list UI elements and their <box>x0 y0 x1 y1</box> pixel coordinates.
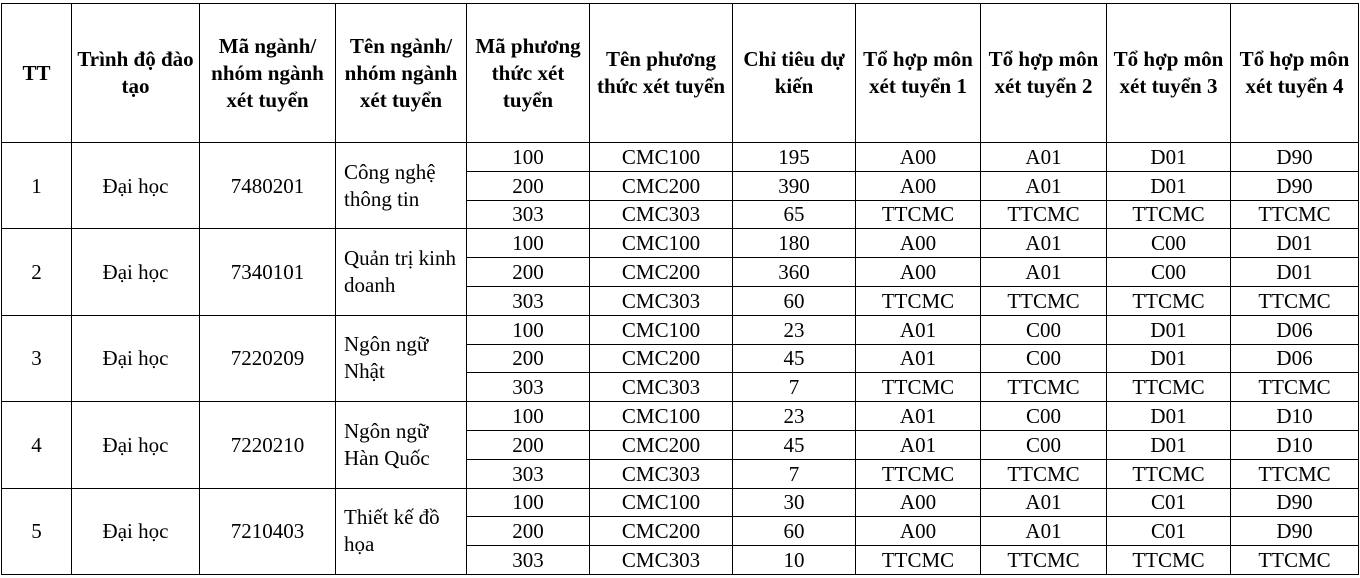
method-name-cell: CMC303 <box>590 546 733 575</box>
combination-4-cell: D10 <box>1231 430 1359 459</box>
combination-4-cell: D90 <box>1231 171 1359 200</box>
quota-cell: 360 <box>733 258 856 287</box>
combination-3-cell: TTCMC <box>1107 546 1231 575</box>
program-level-cell: Đại học <box>72 488 200 574</box>
table-row <box>2 143 1359 172</box>
combination-3-cell: D01 <box>1107 315 1231 344</box>
program-code-cell: 7220210 <box>200 402 336 488</box>
program-name-cell: Ngôn ngữ Nhật <box>336 315 467 401</box>
table-row <box>2 315 1359 344</box>
combination-2-cell: C00 <box>981 430 1107 459</box>
quota-cell: 10 <box>733 546 856 575</box>
method-code-cell: 100 <box>467 315 590 344</box>
combination-3-cell: TTCMC <box>1107 373 1231 402</box>
combination-1-cell: A00 <box>856 143 981 172</box>
column-header: Tổ hợp môn xét tuyển 1 <box>856 4 981 143</box>
method-name-cell: CMC200 <box>590 430 733 459</box>
column-header: Chỉ tiêu dự kiến <box>733 4 856 143</box>
program-code-cell: 7340101 <box>200 229 336 315</box>
column-header: TT <box>2 4 72 143</box>
program-code-cell: 7210403 <box>200 488 336 574</box>
combination-3-cell: D01 <box>1107 430 1231 459</box>
combination-3-cell: C00 <box>1107 229 1231 258</box>
header-row <box>2 4 1359 143</box>
combination-4-cell: TTCMC <box>1231 286 1359 315</box>
combination-3-cell: TTCMC <box>1107 459 1231 488</box>
method-code-cell: 200 <box>467 430 590 459</box>
quota-cell: 195 <box>733 143 856 172</box>
combination-2-cell: TTCMC <box>981 459 1107 488</box>
combination-3-cell: C00 <box>1107 258 1231 287</box>
quota-cell: 65 <box>733 200 856 229</box>
combination-2-cell: A01 <box>981 488 1107 517</box>
combination-4-cell: TTCMC <box>1231 546 1359 575</box>
combination-2-cell: A01 <box>981 171 1107 200</box>
method-name-cell: CMC100 <box>590 143 733 172</box>
quota-cell: 60 <box>733 517 856 546</box>
combination-2-cell: TTCMC <box>981 546 1107 575</box>
quota-cell: 45 <box>733 344 856 373</box>
combination-3-cell: C01 <box>1107 517 1231 546</box>
combination-1-cell: A00 <box>856 171 981 200</box>
table-row <box>2 229 1359 258</box>
method-name-cell: CMC200 <box>590 171 733 200</box>
method-name-cell: CMC200 <box>590 344 733 373</box>
combination-1-cell: A00 <box>856 229 981 258</box>
program-name-cell: Thiết kế đồ họa <box>336 488 467 574</box>
quota-cell: 7 <box>733 373 856 402</box>
combination-4-cell: D10 <box>1231 402 1359 431</box>
method-code-cell: 100 <box>467 402 590 431</box>
combination-3-cell: D01 <box>1107 402 1231 431</box>
combination-4-cell: TTCMC <box>1231 459 1359 488</box>
program-number-cell: 4 <box>2 402 72 488</box>
combination-1-cell: TTCMC <box>856 546 981 575</box>
combination-2-cell: TTCMC <box>981 286 1107 315</box>
method-name-cell: CMC100 <box>590 229 733 258</box>
method-code-cell: 200 <box>467 258 590 287</box>
combination-4-cell: D06 <box>1231 344 1359 373</box>
combination-4-cell: TTCMC <box>1231 200 1359 229</box>
method-name-cell: CMC303 <box>590 286 733 315</box>
combination-1-cell: A01 <box>856 430 981 459</box>
method-name-cell: CMC100 <box>590 402 733 431</box>
program-level-cell: Đại học <box>72 229 200 315</box>
table-body <box>2 143 1359 575</box>
combination-2-cell: C00 <box>981 344 1107 373</box>
method-code-cell: 303 <box>467 546 590 575</box>
method-name-cell: CMC100 <box>590 315 733 344</box>
admission-table <box>1 3 1359 575</box>
column-header: Tên ngành/ nhóm ngành xét tuyển <box>336 4 467 143</box>
column-header: Tên phương thức xét tuyển <box>590 4 733 143</box>
combination-2-cell: C00 <box>981 315 1107 344</box>
combination-1-cell: A00 <box>856 517 981 546</box>
combination-1-cell: A01 <box>856 315 981 344</box>
method-name-cell: CMC200 <box>590 258 733 287</box>
combination-3-cell: TTCMC <box>1107 200 1231 229</box>
method-code-cell: 200 <box>467 344 590 373</box>
method-code-cell: 100 <box>467 488 590 517</box>
combination-1-cell: A01 <box>856 344 981 373</box>
column-header: Tổ hợp môn xét tuyển 3 <box>1107 4 1231 143</box>
method-name-cell: CMC303 <box>590 373 733 402</box>
program-level-cell: Đại học <box>72 143 200 229</box>
program-name-cell: Quản trị kinh doanh <box>336 229 467 315</box>
combination-4-cell: TTCMC <box>1231 373 1359 402</box>
method-code-cell: 200 <box>467 517 590 546</box>
method-code-cell: 303 <box>467 373 590 402</box>
combination-2-cell: TTCMC <box>981 200 1107 229</box>
program-number-cell: 3 <box>2 315 72 401</box>
combination-2-cell: A01 <box>981 517 1107 546</box>
combination-4-cell: D01 <box>1231 258 1359 287</box>
program-level-cell: Đại học <box>72 402 200 488</box>
combination-3-cell: C01 <box>1107 488 1231 517</box>
combination-3-cell: D01 <box>1107 171 1231 200</box>
program-number-cell: 2 <box>2 229 72 315</box>
method-name-cell: CMC303 <box>590 200 733 229</box>
combination-2-cell: A01 <box>981 258 1107 287</box>
combination-4-cell: D90 <box>1231 143 1359 172</box>
quota-cell: 180 <box>733 229 856 258</box>
combination-1-cell: TTCMC <box>856 459 981 488</box>
combination-4-cell: D01 <box>1231 229 1359 258</box>
combination-4-cell: D90 <box>1231 488 1359 517</box>
column-header: Tổ hợp môn xét tuyển 4 <box>1231 4 1359 143</box>
quota-cell: 7 <box>733 459 856 488</box>
method-code-cell: 100 <box>467 229 590 258</box>
column-header: Mã ngành/ nhóm ngành xét tuyển <box>200 4 336 143</box>
combination-2-cell: A01 <box>981 143 1107 172</box>
program-code-cell: 7220209 <box>200 315 336 401</box>
column-header: Tổ hợp môn xét tuyển 2 <box>981 4 1107 143</box>
quota-cell: 23 <box>733 402 856 431</box>
table-row <box>2 488 1359 517</box>
combination-2-cell: C00 <box>981 402 1107 431</box>
combination-2-cell: TTCMC <box>981 373 1107 402</box>
program-number-cell: 5 <box>2 488 72 574</box>
combination-2-cell: A01 <box>981 229 1107 258</box>
quota-cell: 390 <box>733 171 856 200</box>
method-code-cell: 303 <box>467 200 590 229</box>
quota-cell: 60 <box>733 286 856 315</box>
combination-1-cell: TTCMC <box>856 200 981 229</box>
combination-1-cell: A01 <box>856 402 981 431</box>
method-name-cell: CMC303 <box>590 459 733 488</box>
combination-1-cell: TTCMC <box>856 286 981 315</box>
method-code-cell: 100 <box>467 143 590 172</box>
method-code-cell: 303 <box>467 459 590 488</box>
quota-cell: 45 <box>733 430 856 459</box>
quota-cell: 23 <box>733 315 856 344</box>
method-code-cell: 303 <box>467 286 590 315</box>
program-name-cell: Ngôn ngữ Hàn Quốc <box>336 402 467 488</box>
combination-1-cell: TTCMC <box>856 373 981 402</box>
combination-3-cell: D01 <box>1107 344 1231 373</box>
combination-4-cell: D90 <box>1231 517 1359 546</box>
combination-3-cell: D01 <box>1107 143 1231 172</box>
quota-cell: 30 <box>733 488 856 517</box>
program-level-cell: Đại học <box>72 315 200 401</box>
method-code-cell: 200 <box>467 171 590 200</box>
combination-3-cell: TTCMC <box>1107 286 1231 315</box>
combination-1-cell: A00 <box>856 258 981 287</box>
program-name-cell: Công nghệ thông tin <box>336 143 467 229</box>
method-name-cell: CMC200 <box>590 517 733 546</box>
column-header: Trình độ đào tạo <box>72 4 200 143</box>
program-code-cell: 7480201 <box>200 143 336 229</box>
method-name-cell: CMC100 <box>590 488 733 517</box>
program-number-cell: 1 <box>2 143 72 229</box>
combination-1-cell: A00 <box>856 488 981 517</box>
column-header: Mã phương thức xét tuyển <box>467 4 590 143</box>
table-row <box>2 402 1359 431</box>
combination-4-cell: D06 <box>1231 315 1359 344</box>
